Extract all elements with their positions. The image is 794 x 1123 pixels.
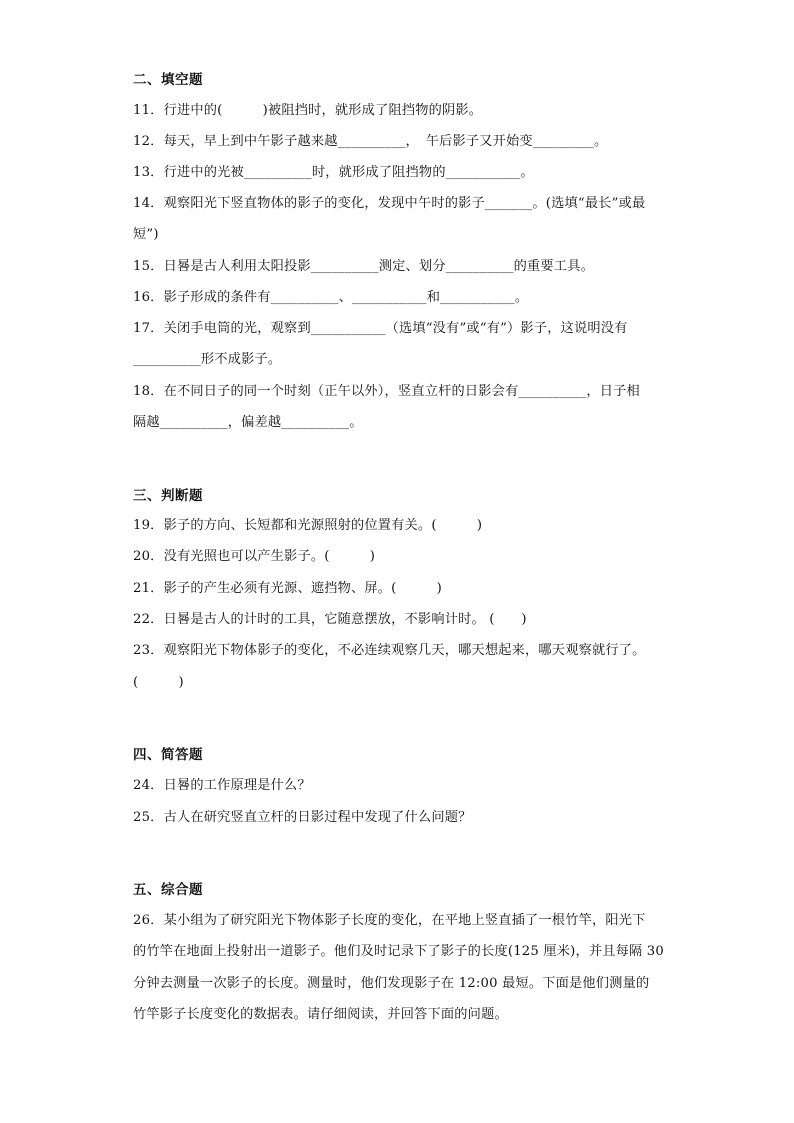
question-26-cont-2: 分钟去测量一次影子的长度。测量时，他们发现影子在 12:00 最短。下面是他们测量的 <box>133 976 650 991</box>
question-26-cont-3: 竹竿影子长度变化的数据表。请仔细阅读，并回答下面的问题。 <box>133 1007 508 1022</box>
question-18-cont: 隔越__________，偏差越__________。 <box>133 415 363 430</box>
question-20: 20．没有光照也可以产生影子。( ) <box>133 549 376 564</box>
question-11: 11．行进中的( )被阻挡时，就形成了阻挡物的阴影。 <box>133 103 483 118</box>
question-16: 16．影子形成的条件有__________、___________和___________。 <box>133 290 529 305</box>
question-21: 21．影子的产生必须有光源、遮挡物、屏。( ) <box>133 581 443 596</box>
section-title-judge: 三、判断题 <box>133 488 203 504</box>
question-26-cont-1: 的竹竿在地面上投射出一道影子。他们及时记录下了影子的长度(125 厘米)，并且每隔 30 <box>133 944 664 959</box>
question-19: 19．影子的方向、长短都和光源照射的位置有关。( ) <box>133 518 483 533</box>
question-18: 18．在不同日子的同一个时刻（正午以外），竖直立杆的日影会有__________，日子相 <box>133 384 640 399</box>
question-23: 23．观察阳光下物体影子的变化，不必连续观察几天，哪天想起来，哪天观察就行了。 <box>133 643 646 658</box>
question-14-cont: 短”) <box>133 227 159 242</box>
question-23-cont: ( ) <box>133 675 184 690</box>
question-15: 15．日晷是古人利用太阳投影__________测定、划分__________的重要工具。 <box>133 259 594 274</box>
question-12: 12．每天，早上到中午影子越来越__________， 午后影子又开始变_________。 <box>133 134 608 149</box>
section-title-comprehensive: 五、综合题 <box>133 882 203 898</box>
question-17-cont: __________形不成影子。 <box>133 352 282 367</box>
question-24: 24．日晷的工作原理是什么？ <box>133 778 311 793</box>
section-title-fill-in: 二、填空题 <box>133 72 203 88</box>
question-26: 26．某小组为了研究阳光下物体影子长度的变化，在平地上竖直插了一根竹竿，阳光下 <box>133 913 646 928</box>
section-title-short-answer: 四、简答题 <box>133 747 203 763</box>
question-14: 14．观察阳光下竖直物体的影子的变化，发现中午时的影子_______。(选填“最长”或最 <box>133 196 646 211</box>
question-25: 25．古人在研究竖直立杆的日影过程中发现了什么问题？ <box>133 810 472 825</box>
question-17: 17．关闭手电筒的光，观察到___________（选填“没有”或“有”）影子，这说明没有 <box>133 321 628 336</box>
question-13: 13．行进中的光被__________时，就形成了阻挡物的___________。 <box>133 165 534 180</box>
question-22: 22．日晷是古人的计时的工具，它随意摆放，不影响计时。 ( ) <box>133 612 527 627</box>
